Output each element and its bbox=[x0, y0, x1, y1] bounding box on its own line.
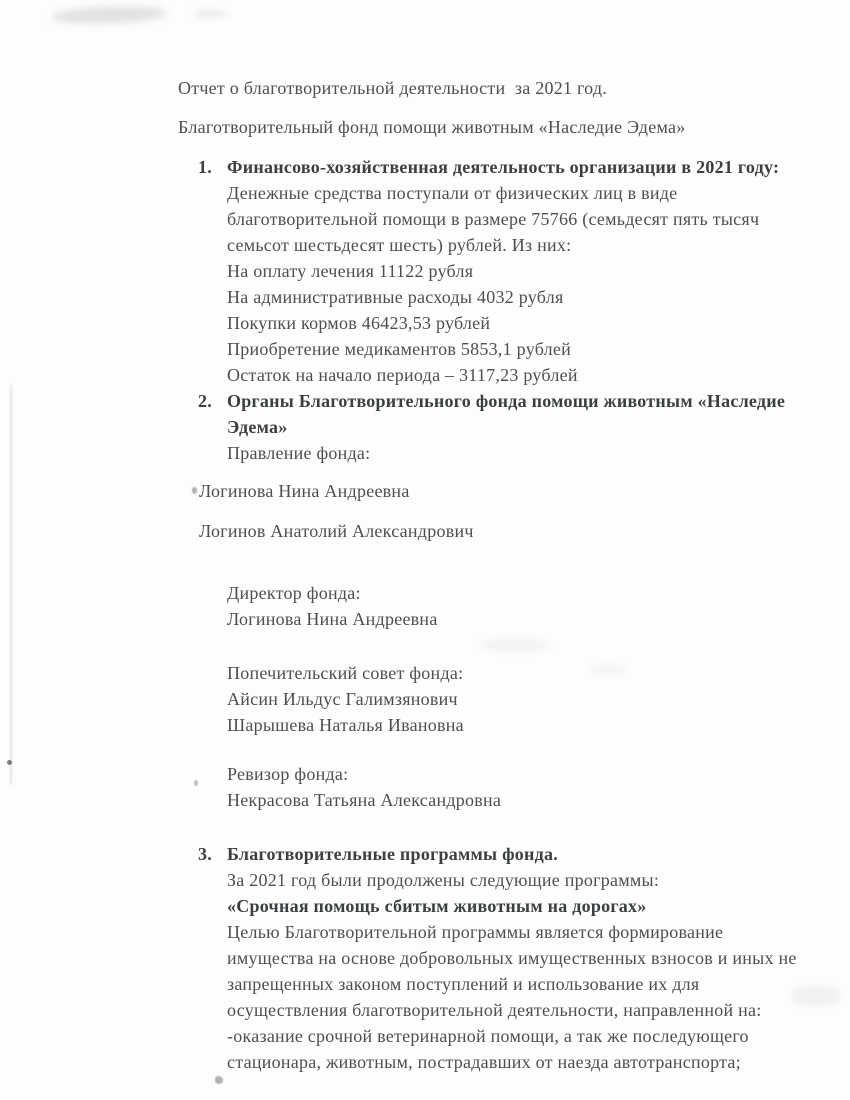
section-heading: Финансово-хозяйственная деятельность организации в 2021 году: bbox=[227, 157, 780, 177]
text-line: Правление фонда: bbox=[227, 443, 371, 463]
fund-name: Благотворительный фонд помощи животным «Наследие Эдема» bbox=[178, 117, 686, 137]
section-governance bbox=[178, 388, 850, 813]
section-heading: Органы Благотворительного фонда помощи животным «Наследие Эдема» bbox=[227, 391, 790, 437]
text-line: осуществления благотворительной деятельности, направленной на: bbox=[227, 1000, 762, 1020]
text-line: Шарышева Наталья Ивановна bbox=[227, 715, 464, 735]
text-line: -оказание срочной ветеринарной помощи, а так же последующего bbox=[227, 1026, 749, 1046]
text-line: стационара, животным, пострадавших от наезда автотранспорта; bbox=[227, 1052, 741, 1072]
text-line: Покупки кормов 46423,53 рублей bbox=[227, 313, 491, 333]
text-line: Приобретение медикаментов 5853,1 рублей bbox=[227, 339, 572, 359]
text-line: Логинова Нина Андреевна bbox=[227, 609, 438, 629]
text-line: Ревизор фонда: bbox=[227, 764, 349, 784]
section-programs bbox=[178, 841, 850, 1075]
text-line: Целью Благотворительной программы является формирование bbox=[227, 922, 724, 942]
text-line: Попечительский совет фонда: bbox=[227, 663, 464, 683]
text-line: семьсот шестьдесят шесть) рублей. Из них: bbox=[227, 235, 572, 255]
text-line: Директор фонда: bbox=[227, 583, 361, 603]
text-line: Айсин Ильдус Галимзянович bbox=[227, 689, 458, 709]
text-line: На оплату лечения 11122 рубля bbox=[227, 261, 474, 281]
text-line: За 2021 год были продолжены следующие программы: bbox=[227, 870, 660, 890]
report-title: Отчет о благотворительной деятельности за 2021 год. bbox=[178, 78, 608, 98]
text-line: запрещенных законом поступлений и использование их для bbox=[227, 974, 700, 994]
section-number: 3. bbox=[198, 844, 212, 864]
section-number: 1. bbox=[198, 157, 212, 177]
text-line: Остаток на начало периода – 3117,23 рублей bbox=[227, 365, 578, 385]
text-line: Логинова Нина Андреевна bbox=[199, 481, 410, 501]
text-line: Денежные средства поступали от физических лиц в виде bbox=[227, 183, 678, 203]
section-heading: Благотворительные программы фонда. bbox=[227, 844, 559, 864]
text-line: благотворительной помощи в размере 75766 (семьдесят пять тысяч bbox=[227, 209, 760, 229]
program-title: «Срочная помощь сбитым животным на дорогах» bbox=[227, 896, 647, 916]
scan-speck bbox=[7, 760, 12, 765]
text-line: Некрасова Татьяна Александровна bbox=[227, 790, 502, 810]
scan-smudge bbox=[52, 5, 167, 25]
document-body bbox=[178, 75, 850, 1075]
text-line: На административные расходы 4032 рубля bbox=[227, 287, 564, 307]
scan-edge-line bbox=[10, 385, 12, 785]
section-finances bbox=[178, 154, 850, 388]
text-line: имущества на основе добровольных имущественных взносов и иных не bbox=[227, 948, 797, 968]
section-number: 2. bbox=[198, 391, 212, 411]
scan-speck bbox=[215, 1076, 223, 1084]
scan-smudge bbox=[193, 10, 227, 18]
text-line: Логинов Анатолий Александрович bbox=[199, 521, 474, 541]
